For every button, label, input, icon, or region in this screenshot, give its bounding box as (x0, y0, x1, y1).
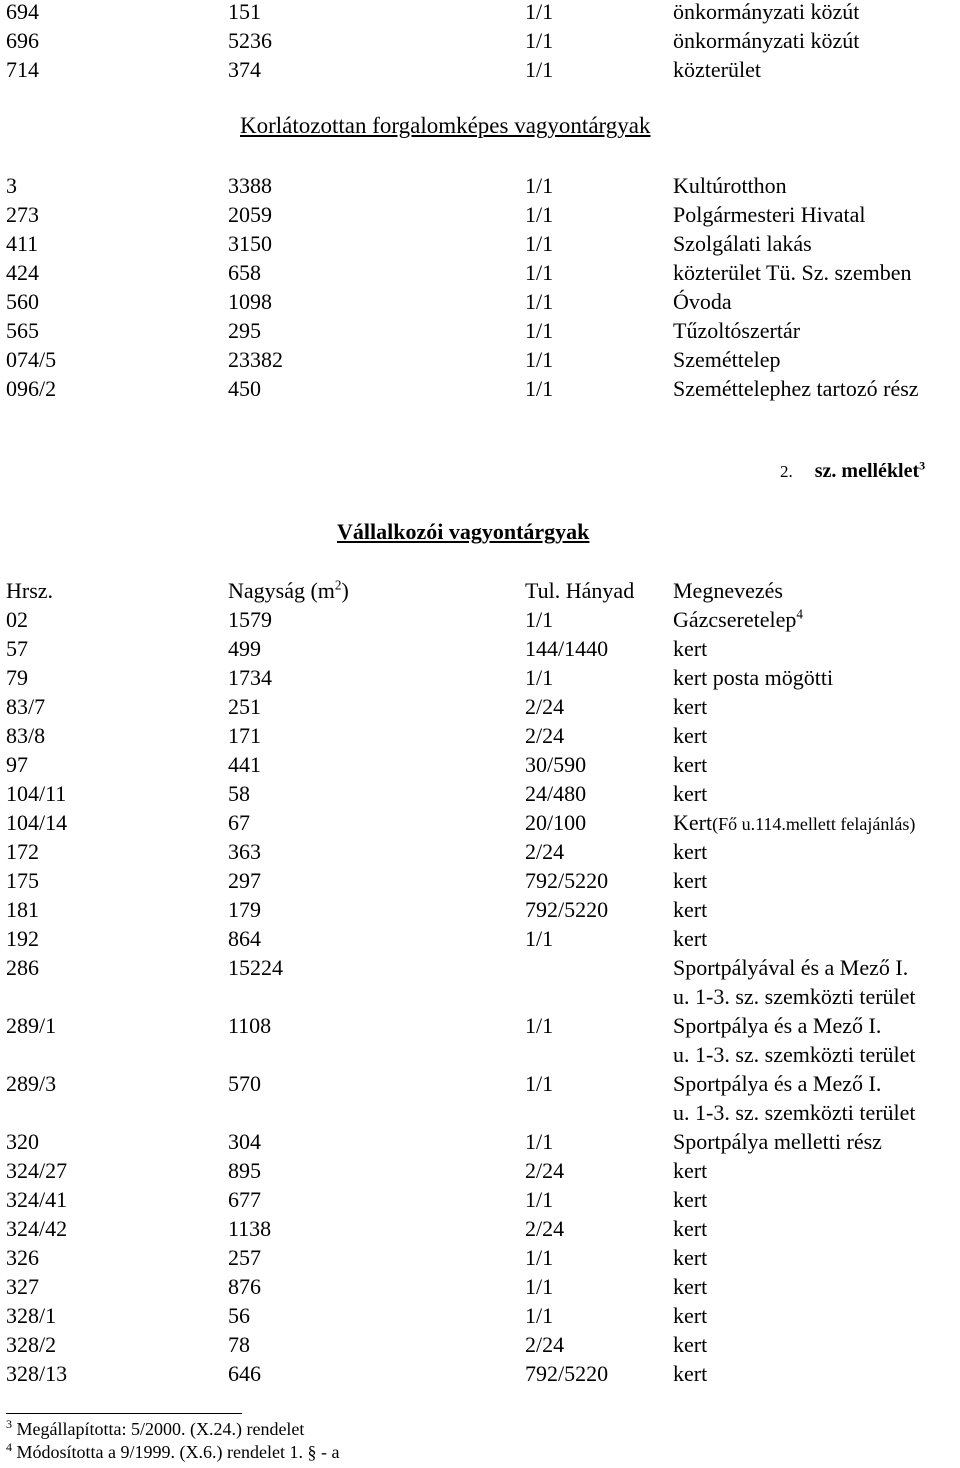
annex-text: sz. melléklet (814, 460, 920, 482)
cell-tul: 2/24 (525, 1332, 565, 1357)
cell-hrsz: 326 (6, 1245, 39, 1270)
header-size-sup: 2 (334, 577, 342, 593)
cell-name-text: Szeméttelephez tartozó rész (673, 376, 919, 401)
cell-hrsz: 696 (6, 28, 39, 53)
cell-hrsz: 714 (6, 57, 39, 82)
cell-name (673, 750, 707, 779)
cell-hrsz: 328/13 (6, 1361, 68, 1386)
cell-size: 5236 (228, 28, 272, 53)
cell-tul: 2/24 (525, 1158, 565, 1183)
cell-name-text: kert (673, 1303, 708, 1328)
cell-name-text: közterület Tü. Sz. szemben (673, 260, 912, 285)
cell-hrsz: 273 (6, 202, 39, 227)
cell-size: 171 (228, 723, 261, 748)
cell-name (673, 26, 859, 55)
cell-name (673, 837, 707, 866)
cell-name-text: önkormányzati közút (673, 0, 860, 24)
cell-name (673, 1069, 881, 1098)
cell-size: 257 (228, 1245, 261, 1270)
cell-hrsz: 694 (6, 0, 39, 24)
cell-hrsz: 3 (6, 173, 17, 198)
cell-name-text: Óvoda (673, 289, 732, 314)
section-heading-korlatozott: Korlátozottan forgalomképes vagyontárgyak (240, 113, 651, 138)
cell-name-text: Kert (673, 810, 713, 835)
cell-name (673, 605, 803, 634)
cell-hrsz: 565 (6, 318, 39, 343)
table-header (6, 576, 794, 605)
cell-tul: 792/5220 (525, 868, 609, 893)
cell-name-text: Sportpálya melletti rész (673, 1129, 882, 1154)
cell-hrsz: 424 (6, 260, 39, 285)
cell-name-text: kert (673, 752, 708, 777)
cell-name (673, 1330, 707, 1359)
cell-name-text: kert (673, 723, 708, 748)
cell-size: 1138 (228, 1216, 272, 1241)
cell-size: 295 (228, 318, 261, 343)
cell-size: 78 (228, 1332, 250, 1357)
cell-tul: 20/100 (525, 810, 587, 835)
header-tul: Tul. Hányad (525, 578, 635, 603)
cell-name-note: (Fő u.114.mellett felajánlás) (712, 814, 916, 834)
cell-tul: 1/1 (525, 173, 554, 198)
footnote-4 (6, 1442, 339, 1463)
cell-name (673, 982, 916, 1011)
cell-tul: 1/1 (525, 318, 554, 343)
cell-name-text: kert (673, 636, 708, 661)
cell-tul: 1/1 (525, 260, 554, 285)
cell-size: 1108 (228, 1013, 272, 1038)
cell-tul: 1/1 (525, 376, 554, 401)
cell-hrsz: 104/14 (6, 810, 68, 835)
cell-name (673, 1243, 707, 1272)
cell-name (673, 895, 707, 924)
cell-name (673, 953, 908, 982)
cell-name (673, 171, 787, 200)
cell-size: 151 (228, 0, 261, 24)
cell-name-text: közterület (673, 57, 761, 82)
footnote-divider (6, 1413, 242, 1414)
cell-tul: 1/1 (525, 1013, 554, 1038)
cell-name-text: kert posta mögötti (673, 665, 834, 690)
cell-name (673, 1185, 707, 1214)
cell-name-text: kert (673, 1158, 708, 1183)
cell-name-text: Gázcseretelep (673, 607, 797, 632)
cell-size: 450 (228, 376, 261, 401)
cell-name-text: kert (673, 1332, 708, 1357)
cell-name (673, 316, 800, 345)
cell-tul: 1/1 (525, 1274, 554, 1299)
cell-name-text: Szeméttelep (673, 347, 781, 372)
footnote-ref: 4 (796, 606, 803, 622)
cell-hrsz: 324/41 (6, 1187, 68, 1212)
cell-name (673, 779, 707, 808)
cell-hrsz: 104/11 (6, 781, 67, 806)
cell-name-text: kert (673, 868, 708, 893)
cell-hrsz: 172 (6, 839, 39, 864)
cell-name (673, 1040, 916, 1069)
cell-hrsz: 327 (6, 1274, 39, 1299)
cell-name-text: u. 1-3. sz. szemközti terület (673, 1100, 916, 1125)
cell-name-text: kert (673, 694, 708, 719)
cell-size: 895 (228, 1158, 261, 1183)
cell-size: 1734 (228, 665, 272, 690)
cell-tul: 1/1 (525, 665, 554, 690)
cell-name (673, 1156, 707, 1185)
cell-tul: 1/1 (525, 289, 554, 314)
cell-tul: 1/1 (525, 1129, 554, 1154)
cell-name (673, 663, 833, 692)
cell-tul: 792/5220 (525, 1361, 609, 1386)
header-size (228, 576, 349, 605)
cell-hrsz: 320 (6, 1129, 39, 1154)
cell-name (673, 1214, 707, 1243)
cell-tul: 1/1 (525, 1187, 554, 1212)
cell-tul: 1/1 (525, 347, 554, 372)
cell-name-text: kert (673, 1361, 708, 1386)
cell-hrsz: 97 (6, 752, 28, 777)
cell-name (673, 1359, 707, 1388)
cell-hrsz: 57 (6, 636, 28, 661)
cell-name-text: u. 1-3. sz. szemközti terület (673, 984, 916, 1009)
cell-size: 1579 (228, 607, 272, 632)
cell-size: 2059 (228, 202, 272, 227)
cell-name-text: Szolgálati lakás (673, 231, 812, 256)
cell-size: 646 (228, 1361, 261, 1386)
cell-name-text: Tűzoltószertár (673, 318, 801, 343)
cell-tul: 24/480 (525, 781, 587, 806)
cell-name-text: Sportpálya és a Mező I. (673, 1071, 882, 1096)
cell-size: 864 (228, 926, 261, 951)
cell-name-text: u. 1-3. sz. szemközti terület (673, 1042, 916, 1067)
cell-name (673, 200, 865, 229)
cell-size: 251 (228, 694, 261, 719)
cell-hrsz: 02 (6, 607, 28, 632)
cell-tul: 2/24 (525, 1216, 565, 1241)
cell-tul: 1/1 (525, 607, 554, 632)
footnote-3 (6, 1419, 304, 1440)
cell-tul: 2/24 (525, 839, 565, 864)
cell-tul: 1/1 (525, 926, 554, 951)
cell-tul: 2/24 (525, 723, 565, 748)
footnote-number: 4 (6, 1440, 12, 1454)
cell-size: 179 (228, 897, 261, 922)
cell-tul: 1/1 (525, 28, 554, 53)
cell-size: 1098 (228, 289, 272, 314)
cell-size: 570 (228, 1071, 261, 1096)
cell-tul: 1/1 (525, 1245, 554, 1270)
cell-hrsz: 074/5 (6, 347, 57, 372)
cell-tul: 1/1 (525, 1071, 554, 1096)
cell-name (673, 1272, 707, 1301)
cell-name-text: Sportpályával és a Mező I. (673, 955, 909, 980)
cell-size: 363 (228, 839, 261, 864)
cell-name-text: kert (673, 781, 708, 806)
cell-hrsz: 286 (6, 955, 39, 980)
cell-size: 374 (228, 57, 261, 82)
cell-tul: 144/1440 (525, 636, 609, 661)
cell-size: 23382 (228, 347, 283, 372)
header-hrsz: Hrsz. (6, 578, 54, 603)
cell-size: 876 (228, 1274, 261, 1299)
cell-size: 499 (228, 636, 261, 661)
cell-hrsz: 289/3 (6, 1071, 57, 1096)
annex-label (780, 460, 925, 483)
cell-tul: 1/1 (525, 57, 554, 82)
cell-hrsz: 192 (6, 926, 39, 951)
cell-name-text: kert (673, 1187, 708, 1212)
cell-name (673, 1127, 882, 1156)
cell-tul: 30/590 (525, 752, 587, 777)
cell-name-text: kert (673, 1216, 708, 1241)
header-size-suffix: ) (341, 578, 349, 603)
cell-name-text: kert (673, 839, 708, 864)
cell-hrsz: 324/42 (6, 1216, 68, 1241)
cell-name (673, 287, 732, 316)
annex-footnote-ref: 3 (919, 458, 926, 473)
footnote-number: 3 (6, 1417, 12, 1431)
cell-size: 677 (228, 1187, 261, 1212)
cell-name (673, 808, 915, 839)
cell-name (673, 721, 707, 750)
footnote-text: Megállapította: 5/2000. (X.24.) rendelet (16, 1419, 305, 1439)
cell-name (673, 1098, 916, 1127)
cell-hrsz: 411 (6, 231, 39, 256)
cell-hrsz: 096/2 (6, 376, 57, 401)
cell-hrsz: 83/8 (6, 723, 46, 748)
cell-size: 658 (228, 260, 261, 285)
footnote-text: Módosította a 9/1999. (X.6.) rendelet 1. § - a (16, 1442, 340, 1462)
cell-tul: 1/1 (525, 231, 554, 256)
cell-name-text: kert (673, 1245, 708, 1270)
cell-hrsz: 328/2 (6, 1332, 57, 1357)
cell-size: 304 (228, 1129, 261, 1154)
cell-name-text: kert (673, 897, 708, 922)
cell-tul: 1/1 (525, 1303, 554, 1328)
cell-name-text: Polgármesteri Hivatal (673, 202, 866, 227)
cell-hrsz: 560 (6, 289, 39, 314)
cell-name-text: kert (673, 926, 708, 951)
cell-name-text: Kultúrotthon (673, 173, 787, 198)
annex-number: 2. (780, 462, 793, 481)
cell-hrsz: 175 (6, 868, 39, 893)
cell-name (673, 345, 781, 374)
cell-name (673, 55, 761, 84)
cell-name (673, 258, 911, 287)
section-heading-vallalkozoi: Vállalkozói vagyontárgyak (337, 519, 590, 544)
cell-hrsz: 181 (6, 897, 39, 922)
cell-hrsz: 328/1 (6, 1303, 57, 1328)
cell-hrsz: 83/7 (6, 694, 46, 719)
cell-size: 297 (228, 868, 261, 893)
cell-size: 67 (228, 810, 250, 835)
cell-size: 3150 (228, 231, 272, 256)
cell-name (673, 634, 707, 663)
cell-hrsz: 289/1 (6, 1013, 57, 1038)
header-size-prefix: Nagyság (m (228, 578, 335, 603)
cell-name-text: önkormányzati közút (673, 28, 860, 53)
cell-hrsz: 79 (6, 665, 28, 690)
cell-size: 441 (228, 752, 261, 777)
cell-size: 15224 (228, 955, 283, 980)
cell-name (673, 692, 707, 721)
cell-size: 3388 (228, 173, 272, 198)
cell-tul: 1/1 (525, 0, 554, 24)
cell-tul: 1/1 (525, 202, 554, 227)
cell-name (673, 0, 859, 26)
cell-name (673, 374, 919, 403)
cell-hrsz: 324/27 (6, 1158, 68, 1183)
cell-size: 58 (228, 781, 250, 806)
cell-name (673, 924, 707, 953)
cell-name (673, 1011, 881, 1040)
cell-name (673, 229, 812, 258)
cell-tul: 792/5220 (525, 897, 609, 922)
cell-size: 56 (228, 1303, 250, 1328)
cell-name (673, 866, 707, 895)
cell-name (673, 1301, 707, 1330)
cell-name-text: Sportpálya és a Mező I. (673, 1013, 882, 1038)
header-name: Megnevezés (673, 578, 783, 603)
cell-name-text: kert (673, 1274, 708, 1299)
cell-tul: 2/24 (525, 694, 565, 719)
